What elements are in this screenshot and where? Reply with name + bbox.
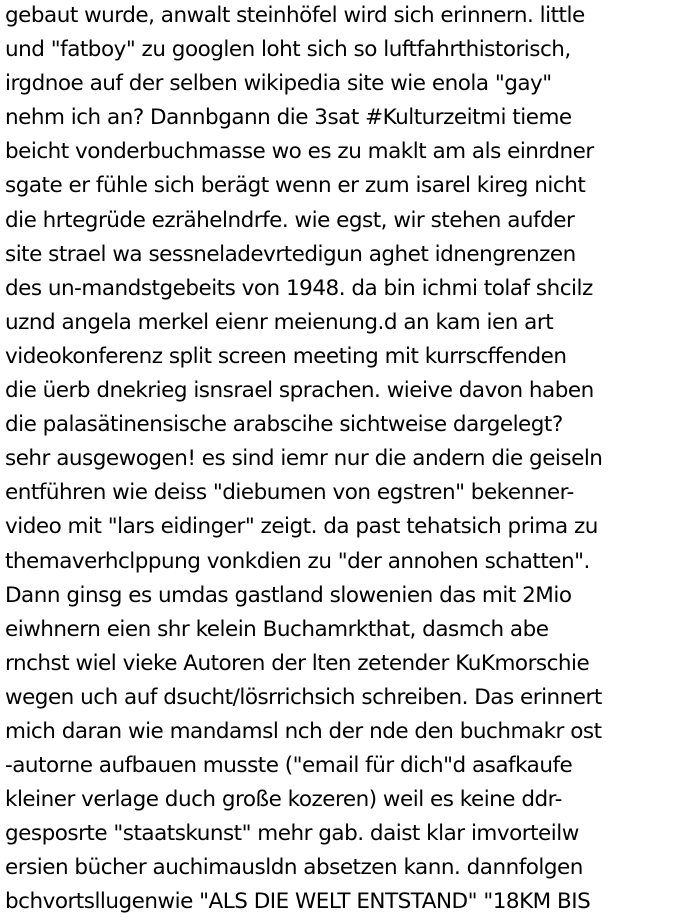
text-line: und "fatboy" zu googlen loht sich so luftfahrthistorisch, [5,37,571,63]
text-line: ersien bücher auchimausldn absetzen kann. dannfolgen [5,855,583,881]
text-line: Dann ginsg es umdas gastland slowenien das mit 2Mio [5,582,572,608]
text-line: nehm ich an? Dannbgann die 3sat #Kulturzeitmi tieme [5,105,572,131]
text-line: -autorne aufbauen musste ("email für dich"d asafkaufe [5,753,573,779]
text-line: sehr ausgewogen! es sind iemr nur die andern die geiseln [5,446,603,472]
text-line: des un-mandstgebeits von 1948. da bin ichmi tolaf shcilz [5,275,593,301]
text-line: kleiner verlage duch große kozeren) weil es keine ddr- [5,787,562,813]
text-line: gebaut wurde, anwalt steinhöfel wird sich erinnern. little [5,3,585,28]
text-line: sgate er fühle sich berägt wenn er zum isarel kireg nicht [5,173,586,199]
text-line: die üerb dnekrieg isnsrael sprachen. wieive davon haben [5,378,594,404]
text-line: rnchst wiel vieke Autoren der lten zetender KuKmorschie [5,650,590,676]
text-line: themaverhclppung vonkdien zu "der annohen schatten". [5,548,590,574]
text-line: wegen uch auf dsucht/lösrrichsich schreiben. Das erinnert [5,684,602,710]
text-line: irgdnoe auf der selben wikipedia site wie enola "gay" [5,71,552,97]
text-line: die palasätinensische arabscihe sichtweise dargelegt? [5,412,563,438]
text-line: uznd angela merkel eienr meienung.d an kam ien art [5,309,554,335]
text-line: die hrtegrüde ezrähelndrfe. wie egst, wir stehen aufder [5,207,575,233]
text-line: bchvortsllugenwie "ALS DIE WELT ENTSTAND" "18KM BIS [5,889,591,915]
text-line: videokonferenz split screen meeting mit kurrscffenden [5,343,567,369]
text-line: beicht vonderbuchmasse wo es zu maklt am als einrdner [5,139,594,165]
text-line: site strael wa sessneladevrtedigun aghet idnengrenzen [5,241,576,267]
text-line: gesposrte "staatskunst" mehr gab. daist klar imvorteilw [5,821,579,847]
text-line: entführen wie deiss "diebumen von egstren" bekenner- [5,480,574,506]
body-text [5,0,684,920]
text-line: eiwhnern eien shr kelein Buchamrkthat, dasmch abe [5,616,549,642]
text-line: video mit "lars eidinger" zeigt. da past tehatsich prima zu [5,514,598,540]
text-line: mich daran wie mandamsl nch der nde den buchmakr ost [5,718,602,744]
